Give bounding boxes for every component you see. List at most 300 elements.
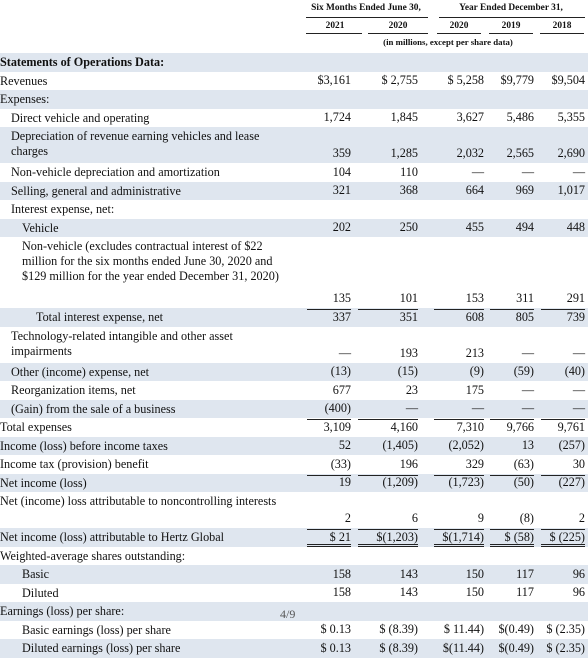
cell-value: 150 — [465, 566, 484, 581]
cell-2020-year — [434, 602, 484, 621]
year-ended-rule — [439, 17, 585, 18]
cell-2021-six-months — [307, 621, 351, 640]
col-rule-2018 — [540, 33, 584, 34]
cell-2020-year — [434, 200, 484, 219]
cell-2020-year — [434, 418, 484, 437]
cell-2020-year — [434, 127, 484, 163]
cell-value: $ (8.39) — [379, 622, 418, 636]
cell-value: 96 — [572, 566, 585, 581]
cell-2021-six-months — [307, 418, 351, 437]
cell-2020-year — [434, 565, 484, 584]
row-label: Earnings (loss) per share: — [0, 604, 125, 618]
cell-value: 9,766 — [506, 419, 534, 434]
cell-value: 1,845 — [390, 110, 418, 124]
cell-value: — — [471, 401, 484, 415]
cell-value: $(1,203) — [376, 529, 418, 544]
cell-value: — — [572, 382, 585, 397]
cell-2021-six-months — [307, 182, 351, 201]
cell-value: — — [471, 164, 484, 179]
year-header-2020-six: 2020 — [388, 21, 408, 31]
cell-value: — — [521, 401, 534, 415]
cell-value: 9 — [477, 511, 484, 525]
cell-2021-six-months — [307, 163, 351, 182]
cell-2018-year — [541, 72, 585, 91]
cell-2019-year — [490, 437, 534, 456]
cell-value: — — [338, 345, 351, 360]
cell-value: $9,779 — [500, 73, 534, 87]
year-header-2020: 2020 — [449, 21, 469, 31]
cell-2020-six-months — [358, 528, 418, 547]
cell-2018-year — [541, 363, 585, 382]
cell-value: 96 — [572, 585, 585, 599]
cell-2019-year — [490, 363, 534, 382]
cell-value: — — [521, 382, 534, 397]
cell-2020-year — [434, 219, 484, 238]
cell-2018-year — [541, 219, 585, 238]
cell-2020-six-months — [358, 327, 418, 363]
cell-2019-year — [490, 602, 534, 621]
cell-value: (1,723) — [448, 475, 484, 489]
cell-2020-six-months — [358, 109, 418, 128]
cell-2019-year — [490, 182, 534, 201]
row-label: Statements of Operations Data: — [0, 55, 165, 69]
page-marker: 4/9 — [280, 607, 296, 621]
cell-value: (63) — [513, 456, 534, 471]
row-label: Non-vehicle depreciation and amortization — [11, 165, 220, 179]
row-label: Reorganization items, net — [11, 383, 136, 397]
row-label: Direct vehicle and operating — [11, 110, 150, 125]
table-row — [0, 565, 588, 584]
year-header-2018: 2018 — [552, 21, 572, 31]
cell-value: 1,017 — [557, 183, 585, 197]
cell-value: $ (225) — [549, 529, 585, 544]
table-row — [0, 437, 588, 456]
cell-value: 193 — [399, 345, 418, 360]
cell-2020-year — [434, 492, 484, 528]
cell-value: $ 0.13 — [320, 640, 351, 655]
cell-2019-year — [490, 200, 534, 219]
cell-2018-year — [541, 90, 585, 109]
cell-2021-six-months — [307, 547, 351, 566]
cell-value: 969 — [515, 183, 534, 197]
cell-value: $(0.49) — [498, 622, 534, 636]
cell-2021-six-months — [307, 363, 351, 382]
table-row — [0, 327, 588, 363]
cell-2018-year — [541, 400, 585, 419]
cell-value: 3,109 — [323, 419, 351, 434]
cell-2020-year — [434, 182, 484, 201]
row-label: Depreciation of revenue earning vehicles and lease charges — [11, 129, 260, 158]
cell-value: $3,161 — [317, 73, 351, 87]
cell-2021-six-months — [307, 528, 351, 547]
cell-2021-six-months — [307, 639, 351, 658]
table-row — [0, 455, 588, 474]
cell-2020-year — [434, 584, 484, 603]
cell-value: 158 — [332, 585, 351, 599]
cell-value: $(11.44) — [442, 640, 484, 655]
row-label: Diluted earnings (loss) per share — [22, 641, 181, 655]
row-label: Vehicle — [22, 220, 59, 235]
row-label: Selling, general and administrative — [11, 183, 181, 198]
cell-value: 2,565 — [506, 146, 534, 160]
cell-2020-six-months — [358, 400, 418, 419]
row-label: Basic earnings (loss) per share — [22, 622, 171, 637]
col-rule-2021 — [306, 33, 362, 34]
cell-2018-year — [541, 200, 585, 219]
cell-value: — — [572, 164, 585, 179]
cell-2018-year — [541, 492, 585, 528]
cell-value: (1,405) — [382, 438, 418, 452]
cell-2020-six-months — [358, 547, 418, 566]
cell-2018-year — [541, 237, 585, 308]
cell-value: (33) — [330, 456, 351, 471]
cell-2020-six-months — [358, 639, 418, 658]
cell-2021-six-months — [307, 400, 351, 419]
cell-value: (400) — [324, 401, 351, 415]
table-row — [0, 547, 588, 566]
row-label: (Gain) from the sale of a business — [11, 401, 176, 416]
cell-value: 329 — [465, 456, 484, 471]
cell-value: 143 — [399, 566, 418, 581]
table-row — [0, 584, 588, 603]
cell-value: $(0.49) — [498, 640, 534, 655]
cell-value: 52 — [338, 438, 351, 452]
row-label: Diluted — [22, 585, 59, 600]
cell-value: (9) — [469, 364, 484, 378]
cell-value: 1,724 — [323, 110, 351, 124]
row-label: Income (loss) before income taxes — [0, 438, 168, 453]
cell-2019-year — [490, 90, 534, 109]
cell-2018-year — [541, 437, 585, 456]
cell-2021-six-months — [307, 602, 351, 621]
cell-value: — — [572, 345, 585, 360]
cell-value: 1,285 — [390, 146, 418, 160]
table-row — [0, 308, 588, 327]
cell-value: 104 — [332, 164, 351, 179]
table-row — [0, 219, 588, 238]
cell-2021-six-months — [307, 565, 351, 584]
cell-value: $9,504 — [551, 73, 585, 87]
cell-2021-six-months — [307, 584, 351, 603]
statement-table — [0, 53, 588, 658]
col-rule-2019 — [489, 33, 533, 34]
cell-2020-six-months — [358, 565, 418, 584]
cell-value: (1,209) — [382, 475, 418, 489]
cell-value: 2 — [344, 511, 351, 525]
cell-2020-year — [434, 72, 484, 91]
cell-value: $ 21 — [329, 529, 351, 544]
cell-value: 368 — [399, 183, 418, 197]
cell-value: 117 — [516, 585, 534, 599]
cell-value: $ 11.44) — [443, 622, 484, 636]
cell-value: (257) — [558, 438, 585, 452]
cell-2018-year — [541, 639, 585, 658]
cell-2020-six-months — [358, 308, 418, 327]
cell-2020-six-months — [358, 90, 418, 109]
cell-2019-year — [490, 418, 534, 437]
cell-2021-six-months — [307, 474, 351, 493]
cell-value: 213 — [465, 345, 484, 360]
cell-2019-year — [490, 72, 534, 91]
cell-2019-year — [490, 163, 534, 182]
row-label: Net income (loss) — [0, 475, 87, 490]
row-label: Other (income) expense, net — [11, 364, 150, 379]
cell-2020-six-months — [358, 437, 418, 456]
cell-value: 677 — [332, 382, 351, 397]
cell-value: 337 — [332, 309, 351, 324]
cell-value: 9,761 — [557, 419, 585, 434]
cell-2019-year — [490, 127, 534, 163]
cell-2021-six-months — [307, 53, 351, 72]
table-row — [0, 109, 588, 128]
row-label: Interest expense, net: — [11, 202, 115, 216]
cell-value: 6 — [411, 511, 418, 525]
cell-value: 455 — [465, 220, 484, 234]
cell-2019-year — [490, 109, 534, 128]
cell-2018-year — [541, 455, 585, 474]
cell-value: 175 — [465, 382, 484, 397]
cell-2018-year — [541, 565, 585, 584]
col-rule-2020 — [437, 33, 481, 34]
cell-2020-year — [434, 437, 484, 456]
cell-2020-six-months — [358, 237, 418, 308]
cell-value: 196 — [399, 456, 418, 471]
cell-2021-six-months — [307, 90, 351, 109]
cell-value: 202 — [332, 220, 351, 234]
cell-value: (15) — [397, 364, 418, 378]
cell-value: 359 — [332, 146, 351, 160]
cell-2020-six-months — [358, 381, 418, 400]
cell-value: $ (58) — [504, 529, 534, 544]
cell-2020-six-months — [358, 418, 418, 437]
table-row — [0, 163, 588, 182]
cell-2021-six-months — [307, 219, 351, 238]
table-row — [0, 492, 588, 528]
cell-value: (40) — [564, 364, 585, 378]
cell-2019-year — [490, 621, 534, 640]
cell-value: (59) — [513, 364, 534, 378]
cell-value: — — [572, 401, 585, 415]
cell-2020-six-months — [358, 200, 418, 219]
cell-2018-year — [541, 109, 585, 128]
row-label: Technology-related intangible and other asset impairments — [11, 328, 233, 358]
cell-2020-six-months — [358, 363, 418, 382]
cell-2019-year — [490, 327, 534, 363]
cell-2020-six-months — [358, 621, 418, 640]
year-header-2021: 2021 — [325, 21, 345, 31]
cell-2021-six-months — [307, 237, 351, 308]
cell-2021-six-months — [307, 492, 351, 528]
row-label: Non-vehicle (excludes contractual interest of $22 million for the six months ended June 30, 2020 and $129 million for the year ended December 31, 2020) — [22, 239, 279, 283]
cell-2020-six-months — [358, 127, 418, 163]
cell-2019-year — [490, 547, 534, 566]
cell-value: 117 — [516, 566, 534, 581]
cell-value: (13) — [330, 364, 351, 378]
cell-value: 250 — [399, 220, 418, 234]
cell-2019-year — [490, 381, 534, 400]
table-row — [0, 90, 588, 109]
table-row — [0, 621, 588, 640]
cell-value: $ 5,258 — [447, 73, 484, 87]
cell-2020-year — [434, 639, 484, 658]
cell-value: 2 — [578, 511, 585, 525]
cell-2020-six-months — [358, 163, 418, 182]
cell-2019-year — [490, 455, 534, 474]
table-row — [0, 381, 588, 400]
units-note: (in millions, except per share data) — [383, 37, 513, 47]
cell-value: $ (8.39) — [379, 640, 418, 655]
table-row — [0, 363, 588, 382]
table-header — [0, 0, 588, 54]
cell-2018-year — [541, 547, 585, 566]
cell-value: 153 — [465, 291, 484, 305]
cell-value: 805 — [515, 309, 534, 324]
cell-value: (2,052) — [448, 438, 484, 452]
cell-2021-six-months — [307, 72, 351, 91]
cell-value: 19 — [338, 475, 351, 489]
col-rule-2020-six — [368, 33, 428, 34]
cell-value: 321 — [332, 183, 351, 197]
table-row — [0, 127, 588, 163]
table-row — [0, 400, 588, 419]
cell-value: 494 — [515, 220, 534, 234]
cell-2020-year — [434, 163, 484, 182]
cell-value: 30 — [572, 456, 585, 471]
table-row — [0, 474, 588, 493]
cell-2020-six-months — [358, 584, 418, 603]
cell-2018-year — [541, 53, 585, 72]
cell-2018-year — [541, 602, 585, 621]
cell-value: 5,486 — [506, 110, 534, 124]
row-label: Income tax (provision) benefit — [0, 457, 149, 471]
cell-2020-six-months — [358, 602, 418, 621]
cell-2020-year — [434, 363, 484, 382]
cell-value: 608 — [465, 309, 484, 324]
cell-value: 101 — [399, 291, 418, 305]
cell-2020-year — [434, 621, 484, 640]
six-months-group-header: Six Months Ended June 30, — [311, 3, 421, 13]
cell-2019-year — [490, 639, 534, 658]
cell-2020-six-months — [358, 474, 418, 493]
cell-value: (50) — [513, 475, 534, 489]
row-label: Weighted-average shares outstanding: — [0, 548, 186, 563]
cell-value: 135 — [332, 291, 351, 305]
cell-2021-six-months — [307, 109, 351, 128]
cell-value: 311 — [516, 291, 534, 305]
cell-2019-year — [490, 53, 534, 72]
cell-2018-year — [541, 418, 585, 437]
cell-value: 664 — [465, 183, 484, 197]
cell-value: 2,690 — [557, 146, 585, 160]
cell-2020-year — [434, 237, 484, 308]
table-row — [0, 53, 588, 72]
cell-2019-year — [490, 400, 534, 419]
cell-2020-year — [434, 474, 484, 493]
cell-2020-year — [434, 381, 484, 400]
cell-2020-year — [434, 455, 484, 474]
cell-value: $ 2,755 — [381, 73, 418, 87]
cell-value: 3,627 — [456, 110, 484, 124]
cell-value: 158 — [332, 566, 351, 581]
cell-2018-year — [541, 308, 585, 327]
cell-2018-year — [541, 474, 585, 493]
cell-2020-year — [434, 400, 484, 419]
cell-2020-year — [434, 547, 484, 566]
cell-value: $(1,714) — [442, 529, 484, 544]
cell-value: (8) — [519, 511, 534, 525]
cell-2019-year — [490, 237, 534, 308]
cell-value: 291 — [566, 291, 585, 305]
cell-2019-year — [490, 219, 534, 238]
cell-2018-year — [541, 163, 585, 182]
cell-value: (227) — [558, 475, 585, 489]
cell-2019-year — [490, 492, 534, 528]
table-row — [0, 237, 588, 308]
cell-2019-year — [490, 584, 534, 603]
cell-2018-year — [541, 327, 585, 363]
cell-2020-year — [434, 308, 484, 327]
row-label: Total interest expense, net — [36, 310, 164, 324]
cell-2018-year — [541, 182, 585, 201]
year-ended-group-header: Year Ended December 31, — [459, 3, 563, 13]
table-row — [0, 528, 588, 547]
row-label: Basic — [22, 567, 50, 581]
cell-value: 7,310 — [456, 419, 484, 434]
cell-2018-year — [541, 127, 585, 163]
year-header-2019: 2019 — [501, 21, 521, 31]
cell-2019-year — [490, 565, 534, 584]
cell-2020-six-months — [358, 72, 418, 91]
cell-2020-year — [434, 528, 484, 547]
six-months-rule — [306, 17, 428, 18]
cell-value: 150 — [465, 585, 484, 599]
cell-2020-six-months — [358, 182, 418, 201]
cell-value: $ (2.35) — [546, 640, 585, 655]
row-label: Expenses: — [0, 92, 50, 106]
cell-2021-six-months — [307, 327, 351, 363]
cell-value: — — [405, 401, 418, 415]
cell-value: 351 — [399, 309, 418, 324]
table-row — [0, 200, 588, 219]
cell-value: 448 — [566, 220, 585, 234]
row-label: Net (income) loss attributable to noncontrolling interests — [0, 494, 277, 508]
table-row — [0, 639, 588, 658]
cell-value: 2,032 — [456, 146, 484, 160]
cell-2021-six-months — [307, 308, 351, 327]
cell-value: 143 — [399, 585, 418, 599]
table-row — [0, 418, 588, 437]
row-label: Net income (loss) attributable to Hertz Global — [0, 530, 225, 544]
row-label: Revenues — [0, 73, 48, 88]
cell-2021-six-months — [307, 200, 351, 219]
cell-2021-six-months — [307, 127, 351, 163]
cell-value: $ 0.13 — [320, 622, 351, 636]
cell-2020-six-months — [358, 492, 418, 528]
cell-2019-year — [490, 308, 534, 327]
table-row — [0, 72, 588, 91]
table-row — [0, 182, 588, 201]
cell-2020-six-months — [358, 53, 418, 72]
cell-value: — — [521, 164, 534, 179]
cell-2019-year — [490, 528, 534, 547]
cell-value: 4,160 — [390, 419, 418, 434]
cell-2020-year — [434, 90, 484, 109]
cell-2020-six-months — [358, 219, 418, 238]
cell-value: 23 — [405, 382, 418, 397]
cell-2020-six-months — [358, 455, 418, 474]
row-label: Total expenses — [0, 420, 72, 434]
cell-2018-year — [541, 584, 585, 603]
